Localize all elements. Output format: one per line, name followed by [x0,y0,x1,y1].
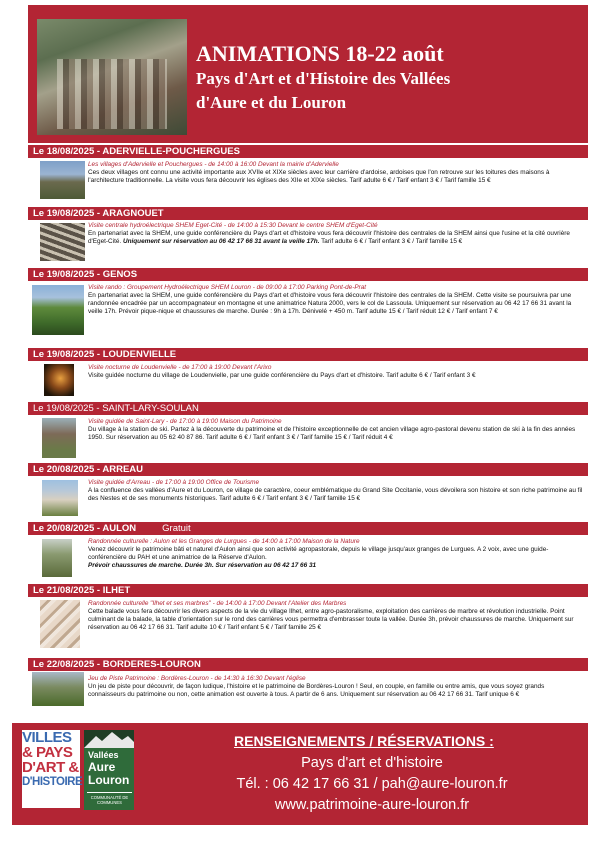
footer-banner [12,723,588,825]
page-subtitle: Pays d'Art et d'Histoire des Vallées d'Aure et du Louron [196,69,451,112]
footer-contact[interactable]: Tél. : 06 42 17 66 31 / pah@aure-louron.fr [236,776,508,792]
event-thumbnail [40,161,85,199]
event-description: Les villages d'Adervielle et Pouchergues - de 14:00 à 16:00 Devant la mairie d'Adervielle Ces deux villages ont connu une activité importante aux XVIIe et XIXe siècles avec leur carrière d'ardoise, ardoises que l'on retrouve sur les toitures des maisons à l'architecture traditionnelle. La visite vous fera découvrir les églises des XIIe et XIXe siècles. Tarif adulte 6 € / Tarif enfant 3 € / Tarif famille 15 € [88,161,550,184]
event-aderville [28,145,588,184]
event-ilhet [28,584,588,631]
footer-website-link[interactable]: www.patrimoine-aure-louron.fr [274,797,470,813]
event-saint-lary [28,402,588,441]
event-aragnouet [28,207,588,245]
event-date-bar: Le 19/08/2025 - ARAGNOUET [28,207,588,220]
event-date-bar: Le 19/08/2025 - GENOS [28,268,588,281]
event-thumbnail [40,223,85,261]
event-thumbnail [44,364,74,396]
event-description: Visite centrale hydroélectrique SHEM Eget-Cité - de 14:00 à 15:30 Devant le centre SHEM d'Eget-Cité En partenariat avec la SHEM, une guide conférencière du Pays d'art et d'histoire vous fera découvrir l'histoire des centrales de la SHEM ainsi que l'usine et la cité ouvrière d'Eget-Cité. Uniquement sur réservation au 06 42 17 66 31 avant la veille 17h. Tarif adulte 6 € / Tarif enfant 3 € / Tarif famille 15 € [88,222,570,245]
event-thumbnail [40,600,80,648]
event-date-bar: Le 20/08/2025 - AULON Gratuit [28,522,588,535]
event-date-bar: Le 20/08/2025 - ARREAU [28,463,588,476]
event-arreau [28,463,588,502]
header-photo [37,19,187,135]
event-description: Randonnée culturelle : Aulon et les Granges de Lurgues - de 14:00 à 17:00 Maison de la Nature Venez découvrir le patrimoine bâti et naturel d'Aulon ainsi que son activité agropastorale, depuis le village jusqu'aux granges de Lurgues. A 2 voix, avec une guide-conférencière du PAH et une animatrice de la Réserve d'Aulon. Prévoir chaussures de marche. Durée 3h. Sur réservation au 06 42 17 66 31 [88,538,549,569]
event-aulon [28,522,588,569]
event-date-bar: Le 19/08/2025 - SAINT-LARY-SOULAN [28,402,588,415]
logo-communaute-communes: Vallées Aure Louron COMMUNAUTÉ DE COMMUNES [84,730,134,810]
page-title: ANIMATIONS 18-22 août [196,41,444,66]
event-description: Jeu de Piste Patrimoine : Bordères-Louron - de 14:30 à 16:30 Devant l'église Un jeu de piste pour découvrir, de façon ludique, l'histoire et le patrimoine de Bordères-Louron ! Seul, en couple, en famille ou entre amis, que vous soyez grands connaisseurs du patrimoine ou non, cette animation est ouverte à tous. A partir de 6 ans. Uniquement sur réservation au 06 42 17 66 31. Tarif unique 6 € [88,675,545,698]
footer-title: RENSEIGNEMENTS / RÉSERVATIONS : [234,733,494,749]
event-description: Visite rando : Groupement Hydroélectrique SHEM Louron - de 09:00 à 17:00 Parking Pont-de-Prat En partenariat avec la SHEM, une guide conférencière du Pays d'art et d'histoire vous fera découvrir l'histoire des centrales de la SHEM. Cette visite se poursuivra par une randonnée encadrée par un accompagnateur en montagne et une animatrice Natura 2000, vers le col de Lassoula. Uniquement sur réservation au 06 42 17 66 31 avant la veille 17h. Prévoir pique-nique et chaussures de marche. Durée : 9h à 17h. Dénivelé + 450 m. Tarif adulte 15 € / Tarif réduit 12 € / Tarif enfant 7 € [88,284,572,315]
mountain-icon [84,730,134,748]
footer-org: Pays d'art et d'histoire [301,755,443,771]
event-thumbnail [32,285,84,335]
event-loudenvielle [28,348,588,379]
event-date-bar: Le 22/08/2025 - BORDERES-LOURON [28,658,588,671]
event-description: Visite guidée de Saint-Lary - de 17:00 à 19:00 Maison du Patrimoine Du village à la station de ski. Partez à la découverte du patrimoine et de l'histoire exceptionnelle de cet ancien village agro-pastoral devenu station de ski à la fin des années 1950. Sur réservation au 05 62 40 87 86. Tarif adulte 6 € / Tarif enfant 3 € / Tarif famille 15 € / Tarif réduit 4 € [88,418,576,441]
event-date-bar: Le 18/08/2025 - ADERVIELLE-POUCHERGUES [28,145,588,158]
header-banner [28,5,588,143]
event-description: Randonnée culturelle "Ilhet et ses marbres" - de 14:00 à 17:00 Devant l'Atelier des Marbres Cette balade vous fera découvrir les divers aspects de la vie du village Ilhet, entre agro-pastoralisme, exploitation des carrières de marbre et révolution industrielle. Point culminant de la balade, la table d'orientation sur le rond des carrières vous permettra d'embrasser toute la vallée. Durée 3h, prévoir chaussures de marche. Uniquement sur réservation au 06 42 17 66 31. Tarif adulte 10 € / Tarif enfant 5 € / Tarif famille 25 € [88,600,574,631]
event-thumbnail [42,480,78,516]
event-date-bar: Le 21/08/2025 - ILHET [28,584,588,597]
event-thumbnail [32,672,84,706]
event-genos [28,268,588,315]
event-description: Visite guidée d'Arreau - de 17:00 à 19:00 Office de Tourisme A la confluence des vallées d'Aure et du Louron, ce village de caractère, coeur emblématique du Grand Site Occitanie, vous dévoilera son histoire et son riche patrimoine au fil des Nestes et de ses monuments historiques. Tarif adulte 6 € / Tarif enfant 3 € / Tarif famille 15 € [88,479,583,502]
free-badge: Gratuit [162,523,191,534]
event-thumbnail [42,539,72,577]
event-date-bar: Le 19/08/2025 - LOUDENVIELLE [28,348,588,361]
event-borderes-louron [28,658,588,698]
logo-villes-pays-art-histoire: VILLES & PAYS D'ART & D'HISTOIRE [22,730,80,808]
event-thumbnail [42,418,76,458]
event-description: Visite nocturne de Loudenvielle - de 17:00 à 19:00 Devant l'Arixo Visite guidée nocturne du village de Loudenvielle, par une guide conférencière du Pays d'art et d'histoire. Tarif adulte 6 € / Tarif enfant 3 € [88,364,476,379]
